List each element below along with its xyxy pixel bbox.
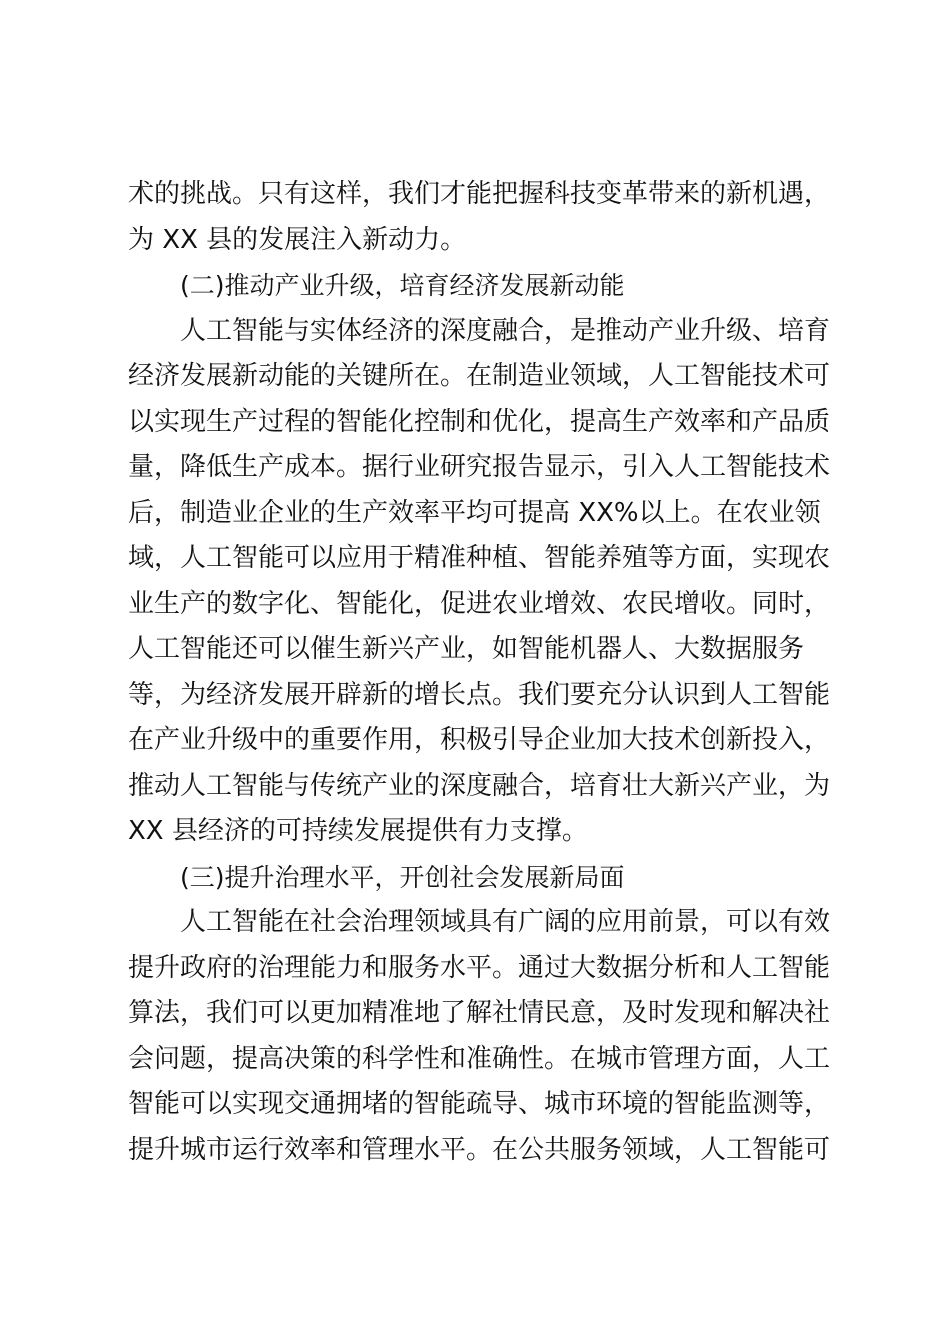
text-line: 智能可以实现交通拥堵的智能疏导、城市环境的智能监测等，	[128, 1089, 831, 1119]
text-line: 域，人工智能可以应用于精准种植、智能养殖等方面，实现农	[128, 543, 831, 573]
text-line: 算法，我们可以更加精准地了解社情民意，及时发现和解决社	[128, 998, 831, 1028]
text-line: 后，制造业企业的生产效率平均可提高 XX%以上。在农业领	[128, 497, 821, 528]
section-heading-3: (三)提升治理水平，开创社会发展新局面	[180, 862, 625, 892]
text-line: 提升城市运行效率和管理水平。在公共服务领域，人工智能可	[128, 1134, 831, 1165]
text-line: 业生产的数字化、智能化，促进农业增效、农民增收。同时，	[128, 588, 831, 619]
text-line: 以实现生产过程的智能化控制和优化，提高生产效率和产品质	[128, 406, 831, 437]
section-heading-2: (二)推动产业升级，培育经济发展新动能	[180, 271, 625, 300]
paragraph-continuation	[128, 172, 831, 263]
paragraph-industry-upgrade	[128, 309, 831, 855]
text-line: 等，为经济发展开辟新的增长点。我们要充分认识到人工智能	[128, 679, 831, 710]
paragraph-governance	[128, 900, 831, 1173]
text-line: 推动人工智能与传统产业的深度融合，培育壮大新兴产业，为	[128, 770, 831, 801]
text-line: 人工智能还可以催生新兴产业，如智能机器人、大数据服务	[128, 634, 805, 664]
text-line: 为 XX 县的发展注入新动力。	[128, 224, 467, 255]
text-line: 提升政府的治理能力和服务水平。通过大数据分析和人工智能	[128, 952, 831, 983]
text-line: 术的挑战。只有这样，我们才能把握科技变革带来的新机遇，	[128, 179, 831, 209]
text-line: 量，降低生产成本。据行业研究报告显示，引入人工智能技术	[128, 452, 831, 482]
text-line: 经济发展新动能的关键所在。在制造业领域，人工智能技术可	[128, 361, 831, 391]
document-body	[128, 172, 831, 1173]
text-line: 在产业升级中的重要作用，积极引导企业加大技术创新投入，	[128, 725, 831, 755]
text-line: XX 县经济的可持续发展提供有力支撑。	[128, 816, 588, 846]
text-line: 会问题，提高决策的科学性和准确性。在城市管理方面，人工	[128, 1043, 831, 1074]
text-line: 人工智能与实体经济的深度融合，是推动产业升级、培育	[180, 315, 831, 346]
text-line: 人工智能在社会治理领域具有广阔的应用前景，可以有效	[180, 907, 831, 937]
